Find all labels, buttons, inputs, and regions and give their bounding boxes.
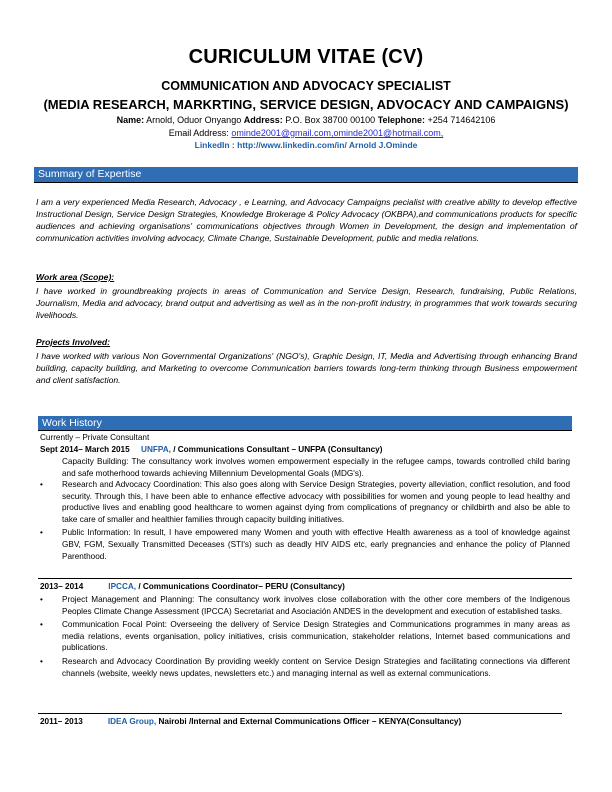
email-link[interactable]: ominde2001@gmail.com,ominde2001@hotmail.com, <box>231 128 444 138</box>
bullet-icon: • <box>40 595 43 604</box>
linkedin-line <box>0 140 612 150</box>
email-line <box>0 128 612 138</box>
name-label: Name: <box>116 115 145 125</box>
address-label: Address: <box>243 115 283 125</box>
job-1-header <box>40 444 570 456</box>
summary-intro: I am a very experienced Media Research, Advocacy , e Learning, and Advocacy Campaigns pecialist with creative ability to develop effective Instructional Design, Service Design Strategies, Knowledge Brokerage & Policy Advocacy (OKBPA),and communications products for specific audiences and achieving organisations' communications objectives through Women in Development, the design and implementation of communication activities involving advocacy, Climate Change, Sustainable Development, public and media relations. <box>36 197 577 243</box>
job-2-org: IPCCA, <box>108 582 137 591</box>
job-1-bullet-1: Research and Advocacy Coordination: This also goes along with Service Design Strategies, poverty alleviation, conflict resolution, and food security. Through this, I have been able to enhance effective advocacy with possibilities for women and young people to lead healthy and productive lives and enabling good healthcare to women against dying from complications of pregnancy or childbirth and also be able to take care of smaller and healthier families through capacity building initiatives. <box>62 480 570 524</box>
bullet-icon: • <box>40 528 43 538</box>
current-position: Currently – Private Consultant <box>40 433 150 442</box>
job-3-org: IDEA Group, <box>107 717 157 726</box>
contact-line <box>0 115 612 125</box>
bullet-icon: • <box>40 656 43 666</box>
job-3-dates: 2011– 2013 <box>40 717 83 726</box>
work-history-heading: Work History <box>38 416 572 430</box>
job-1-bullet-2: Public Information: In result, I have empowered many Women and youth with effective Health awareness as a tool of knowledge against GBV, FGM, Sexually Transmitted Deceases (STI's) such as deadly HIV AIDS etc, early pregnancies and enhance the policy of Planned Parenthood. <box>62 528 570 561</box>
work-history-divider <box>38 430 572 431</box>
job-2-divider <box>38 713 562 714</box>
job-1-bullets <box>40 479 570 562</box>
job-1-divider <box>38 578 572 579</box>
job-1-dates: Sept 2014– March 2015 <box>40 445 130 454</box>
work-area-label: Work area (Scope): <box>36 272 115 282</box>
job-3-header <box>40 716 570 728</box>
bullet-icon: • <box>40 480 43 489</box>
job-2-title: / Communications Coordinator– PERU (Consultancy) <box>138 582 345 591</box>
summary-heading: Summary of Expertise <box>34 167 578 182</box>
projects-text: I have worked with various Non Governmental Organizations' (NGO's), Graphic Design, IT, Media and Advertising through enhancing Brand building, capacity building, and Marketing to overcome Communication barriers towards long-term thinking through Business empowerment and client satisfaction. <box>36 351 577 385</box>
telephone-value: +254 714642106 <box>427 115 496 125</box>
address-value: P.O. Box 38700 00100 <box>285 115 376 125</box>
list-item <box>40 656 570 679</box>
list-item <box>40 527 570 562</box>
list-item <box>40 594 570 617</box>
linkedin-label: LinkedIn : <box>194 140 238 150</box>
job-2-dates: 2013– 2014 <box>40 582 84 591</box>
linkedin-link[interactable]: http://www.linkedin.com/in/ Arnold J.Ominde <box>237 140 418 150</box>
job-2-bullet-3: Research and Advocacy Coordination By providing weekly content on Service Design Strategies and facilitating connections via different channels (website, weekly news updates, newsletters etc.) and managing internal as well as external communications. <box>62 656 570 678</box>
list-item <box>40 619 570 654</box>
work-area-text: I have worked in groundbreaking projects in areas of Communication and Service Design, Research, fundraising, Public Relations, Journalism, Media and advocacy, brand output and advertising as well as in the non-profit industry, in programmes that work towards securing livelihoods. <box>36 286 577 320</box>
list-item <box>40 479 570 525</box>
telephone-label: Telephone: <box>377 115 426 125</box>
projects-label: Projects Involved: <box>36 337 111 347</box>
summary-divider <box>34 182 578 183</box>
cv-focus-areas: (MEDIA RESEARCH, MARKRTING, SERVICE DESIGN, ADVOCACY AND CAMPAIGNS) <box>43 97 569 112</box>
bullet-icon: • <box>40 620 43 630</box>
job-3-title: Nairobi /Internal and External Communications Officer – KENYA(Consultancy) <box>158 717 462 726</box>
job-1-title: / Communications Consultant – UNFPA (Consultancy) <box>173 445 383 454</box>
email-label: Email Address: <box>168 128 229 138</box>
cv-title: CURICULUM VITAE (CV) <box>188 46 424 68</box>
job-2-header <box>40 581 570 593</box>
cv-subtitle: COMMUNICATION AND ADVOCACY SPECIALIST <box>161 79 451 93</box>
name-value: Arnold, Oduor Onyango <box>146 115 242 125</box>
job-2-bullet-1: Project Management and Planning: The consultancy work involves close collaboration with the other core members of the Indigenous Peoples Climate Change Assessment (IPCCA) Secretariat and Asociación ANDES in the development and execution of established tasks. <box>62 595 570 616</box>
job-1-org: UNFPA, <box>141 445 171 454</box>
job-1-intro: Capacity Building: The consultancy work involves women empowerment especially in the refugee camps, towards controlled child baring and safe motherhood towards achieving Millennium Developmental Goals (MDG's). <box>62 457 570 478</box>
job-2-bullet-2: Communication Focal Point: Overseeing the delivery of Service Design Strategies and Communications programmes in many areas as media relations, events organisation, policy initiatives, crisis communication, stakeholder relations, Internet based communications and publications. <box>62 620 570 653</box>
job-2-bullets <box>40 594 570 679</box>
